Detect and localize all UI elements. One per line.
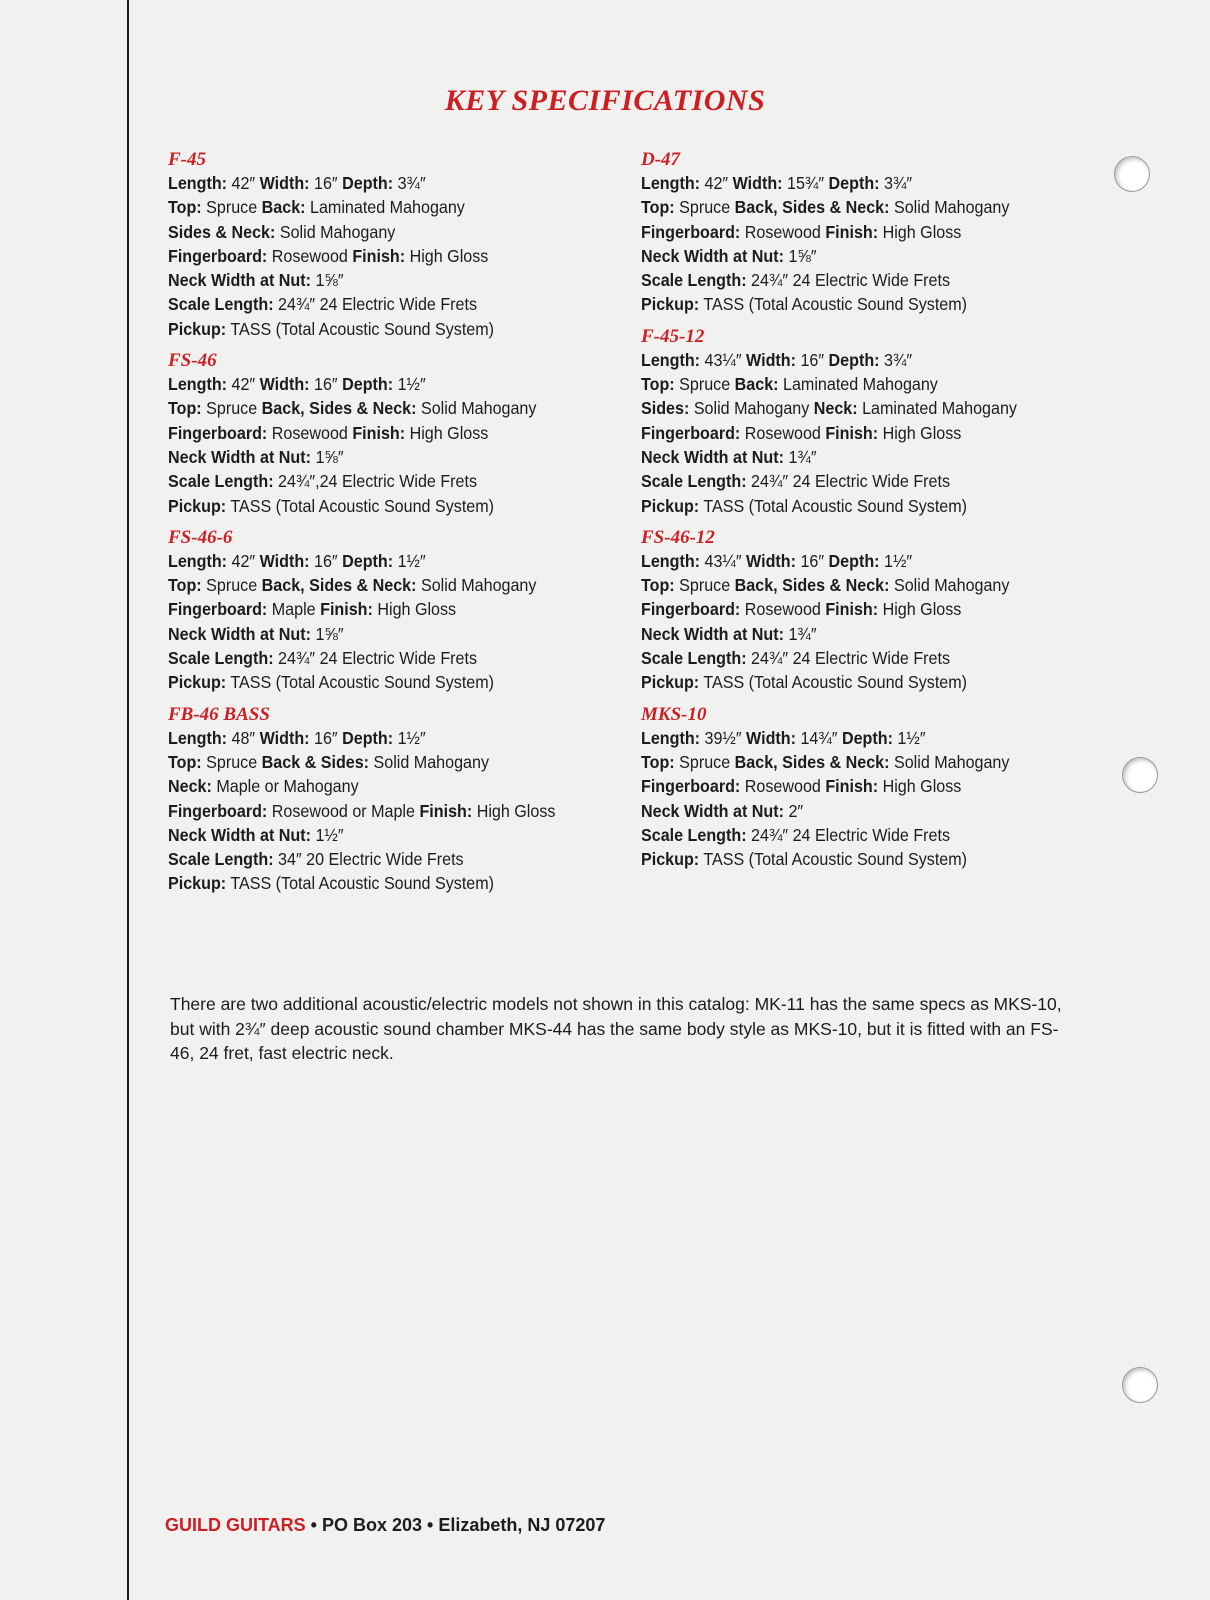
spec-line — [641, 847, 1073, 871]
spec-label: Back: — [261, 197, 306, 218]
spec-line — [168, 726, 600, 750]
spec-value: 24¾″ 24 Electric Wide Frets — [751, 471, 951, 492]
spec-value: Laminated Mahogany — [310, 197, 465, 218]
spec-label: Fingerboard: — [168, 422, 268, 443]
spec-label: Finish: — [419, 800, 473, 821]
spec-value: 16″ — [314, 374, 338, 395]
spec-label: Finish: — [825, 221, 879, 242]
spec-line — [641, 549, 1073, 573]
spec-line — [168, 750, 600, 774]
spec-value: 1⅝″ — [788, 245, 817, 266]
spec-label: Width: — [259, 374, 310, 395]
spec-value: TASS (Total Acoustic Sound System) — [230, 495, 495, 516]
spec-value: 1½″ — [884, 550, 913, 571]
model-name: FS-46-6 — [168, 526, 233, 548]
spec-label: Finish: — [352, 422, 406, 443]
spec-line — [168, 573, 600, 597]
spec-label: Scale Length: — [168, 471, 274, 492]
punch-hole-bottom — [1122, 1367, 1158, 1403]
spec-line — [641, 372, 1073, 396]
spec-value: 16″ — [800, 349, 825, 370]
spec-label: Scale Length: — [168, 648, 274, 669]
model-spec-block-fs-46-12 — [641, 526, 1111, 695]
spec-label: Neck: — [168, 776, 212, 797]
spec-label: Length: — [168, 173, 228, 193]
model-name: FS-46-12 — [641, 526, 715, 548]
spec-label: Top: — [641, 751, 675, 772]
spec-label: Finish: — [320, 599, 373, 620]
model-name: F-45-12 — [641, 325, 705, 347]
spec-line — [168, 421, 600, 445]
spec-value: 1½″ — [315, 824, 344, 845]
spec-line — [641, 750, 1073, 774]
spec-line — [641, 494, 1073, 518]
spec-line — [641, 573, 1073, 597]
spec-label: Width: — [259, 173, 310, 193]
spec-label: Width: — [746, 550, 796, 571]
spec-line — [168, 469, 600, 493]
model-spec-block-d-47 — [641, 148, 1111, 317]
spec-label: Pickup: — [168, 672, 227, 693]
spec-line — [168, 799, 600, 823]
spec-line — [641, 268, 1073, 292]
spec-label: Depth: — [342, 727, 394, 748]
spec-value: Spruce — [679, 751, 731, 772]
model-name: FS-46 — [168, 350, 217, 372]
spec-label: Scale Length: — [168, 849, 274, 870]
spec-label: Pickup: — [168, 873, 227, 894]
spec-value: TASS (Total Acoustic Sound System) — [703, 495, 968, 516]
spec-label: Back, Sides & Neck: — [734, 751, 890, 772]
spec-value: 1½″ — [397, 374, 426, 395]
spec-value: 1¾″ — [788, 623, 817, 644]
spec-label: Scale Length: — [641, 270, 747, 291]
margin-line — [127, 0, 129, 1600]
spec-label: Neck Width at Nut: — [168, 623, 311, 644]
footer — [165, 1515, 605, 1536]
spec-value: High Gloss — [882, 422, 962, 443]
spec-value: Solid Mahogany — [279, 221, 396, 242]
model-name: FB-46 BASS — [168, 703, 270, 725]
spec-label: Fingerboard: — [641, 422, 741, 443]
spec-label: Pickup: — [641, 294, 700, 315]
spec-label: Top: — [168, 751, 202, 772]
spec-value: 42″ — [231, 374, 256, 395]
spec-label: Neck Width at Nut: — [168, 824, 311, 845]
spec-label: Depth: — [342, 173, 394, 193]
spec-value: 34″ 20 Electric Wide Frets — [278, 849, 464, 870]
spec-label: Width: — [259, 727, 310, 748]
spec-label: Neck Width at Nut: — [641, 245, 784, 266]
spec-line — [168, 622, 600, 646]
spec-line — [641, 220, 1073, 244]
spec-line — [641, 597, 1073, 621]
spec-value: 1½″ — [397, 550, 426, 571]
spec-line — [168, 494, 600, 518]
punch-hole-top — [1114, 156, 1150, 192]
spec-label: Pickup: — [641, 672, 700, 693]
footer-brand: GUILD GUITARS — [165, 1515, 306, 1535]
spec-value: High Gloss — [409, 422, 489, 443]
spec-line — [168, 445, 600, 469]
spec-value: Spruce — [679, 374, 731, 395]
spec-line — [641, 799, 1073, 823]
spec-label: Scale Length: — [641, 648, 747, 669]
spec-value: 39½″ — [704, 727, 742, 748]
spec-label: Length: — [168, 550, 228, 571]
spec-label: Scale Length: — [641, 824, 747, 845]
footer-city: Elizabeth, NJ 07207 — [438, 1515, 606, 1535]
spec-value: Rosewood — [744, 776, 821, 797]
spec-label: Length: — [641, 349, 701, 370]
spec-label: Sides & Neck: — [168, 221, 276, 242]
spec-value: Solid Mahogany — [893, 575, 1010, 596]
footer-separator: • — [305, 1515, 322, 1535]
spec-value: 3¾″ — [884, 173, 913, 193]
spec-value: 24¾″ 24 Electric Wide Frets — [751, 270, 951, 291]
spec-label: Finish: — [352, 245, 406, 266]
spec-label: Finish: — [825, 599, 879, 620]
spec-label: Neck: — [813, 398, 858, 419]
model-spec-block-f-45 — [168, 148, 638, 341]
spec-value: High Gloss — [409, 245, 489, 266]
spec-value: Spruce — [679, 575, 731, 596]
spec-label: Top: — [641, 575, 675, 596]
spec-label: Length: — [168, 374, 228, 395]
spec-value: 1¾″ — [788, 446, 817, 467]
spec-value: Solid Mahogany — [893, 751, 1010, 772]
spec-value: 2″ — [788, 800, 804, 821]
spec-line — [641, 670, 1073, 694]
spec-label: Finish: — [825, 422, 879, 443]
model-spec-block-fs-46 — [168, 349, 638, 518]
spec-label: Top: — [168, 575, 202, 596]
footer-address: PO Box 203 — [321, 1515, 423, 1535]
spec-value: Spruce — [206, 398, 258, 419]
spec-value: 42″ — [231, 550, 256, 571]
spec-label: Back, Sides & Neck: — [734, 197, 890, 218]
spec-label: Depth: — [828, 173, 880, 193]
spec-value: 24¾″ 24 Electric Wide Frets — [751, 824, 951, 845]
model-name: F-45 — [168, 149, 206, 170]
spec-label: Depth: — [342, 374, 394, 395]
model-spec-block-fs-46-6 — [168, 526, 638, 695]
spec-value: 42″ — [704, 173, 729, 193]
spec-label: Depth: — [828, 349, 880, 370]
spec-value: TASS (Total Acoustic Sound System) — [703, 849, 968, 870]
spec-label: Neck Width at Nut: — [168, 270, 311, 291]
spec-label: Width: — [746, 349, 796, 370]
spec-value: Rosewood or Maple — [271, 800, 415, 821]
spec-value: 1⅝″ — [315, 446, 344, 467]
spec-value: Maple — [271, 599, 316, 620]
spec-label: Width: — [746, 727, 796, 748]
spec-label: Fingerboard: — [641, 776, 741, 797]
spec-label: Width: — [732, 173, 783, 193]
spec-line — [168, 372, 600, 396]
spec-label: Depth: — [841, 727, 893, 748]
spec-label: Fingerboard: — [168, 599, 268, 620]
spec-value: Solid Mahogany — [693, 398, 810, 419]
spec-label: Back: — [734, 374, 779, 395]
spec-line — [641, 469, 1073, 493]
spec-line — [641, 348, 1073, 372]
spec-line — [641, 646, 1073, 670]
spec-label: Fingerboard: — [168, 800, 268, 821]
spec-value: Laminated Mahogany — [783, 374, 938, 395]
spec-line — [641, 244, 1073, 268]
spec-line — [641, 396, 1073, 420]
spec-value: 43¼″ — [704, 349, 742, 370]
spec-label: Sides: — [641, 398, 690, 419]
spec-label: Neck Width at Nut: — [168, 446, 311, 467]
spec-label: Scale Length: — [168, 294, 274, 315]
spec-line — [168, 317, 600, 341]
spec-label: Pickup: — [641, 849, 700, 870]
spec-label: Back & Sides: — [261, 751, 370, 772]
spec-value: Rosewood — [744, 599, 821, 620]
spec-line — [168, 549, 600, 573]
spec-value: 16″ — [800, 550, 825, 571]
spec-label: Neck Width at Nut: — [641, 623, 784, 644]
spec-line — [168, 244, 600, 268]
spec-label: Fingerboard: — [641, 221, 741, 242]
spec-label: Neck Width at Nut: — [641, 800, 784, 821]
spec-label: Top: — [168, 197, 202, 218]
spec-value: TASS (Total Acoustic Sound System) — [230, 318, 495, 339]
spec-value: 3¾″ — [397, 173, 426, 193]
spec-value: Rosewood — [271, 422, 348, 443]
spec-label: Top: — [168, 398, 202, 419]
spec-line — [168, 396, 600, 420]
spec-value: 16″ — [314, 727, 338, 748]
spec-value: 24¾″ 24 Electric Wide Frets — [278, 648, 478, 669]
spec-line — [641, 445, 1073, 469]
spec-value: 1½″ — [897, 727, 926, 748]
spec-value: TASS (Total Acoustic Sound System) — [703, 672, 968, 693]
spec-label: Depth: — [342, 550, 394, 571]
spec-value: Solid Mahogany — [893, 197, 1010, 218]
spec-label: Neck Width at Nut: — [641, 446, 784, 467]
spec-value: High Gloss — [882, 776, 962, 797]
spec-label: Length: — [641, 727, 701, 748]
spec-value: Solid Mahogany — [420, 575, 537, 596]
spec-label: Top: — [641, 197, 675, 218]
spec-line — [168, 597, 600, 621]
spec-value: 43¼″ — [704, 550, 742, 571]
model-spec-block-f-45-12 — [641, 325, 1111, 518]
spec-value: 14¾″ — [800, 727, 838, 748]
spec-label: Back, Sides & Neck: — [734, 575, 890, 596]
spec-value: 48″ — [231, 727, 256, 748]
spec-value: 24¾″,24 Electric Wide Frets — [278, 471, 478, 492]
spec-value: Spruce — [206, 197, 258, 218]
model-spec-block-mks-10 — [641, 703, 1111, 872]
spec-label: Pickup: — [641, 495, 700, 516]
spec-line — [641, 622, 1073, 646]
spec-value: 1½″ — [397, 727, 426, 748]
spec-label: Finish: — [825, 776, 879, 797]
model-name: D-47 — [641, 149, 681, 170]
spec-line — [641, 292, 1073, 316]
spec-line — [641, 421, 1073, 445]
spec-value: 1⅝″ — [315, 623, 344, 644]
additional-models-note: There are two additional acoustic/electric models not shown in this catalog: MK-11 has the same specs as MKS-10, but with 2¾″ deep acoustic sound chamber MKS-44 has the same body style as MKS-10, but it is fitted with an FS-46, 24 fret, fast electric neck. — [170, 994, 1062, 1063]
spec-line — [168, 670, 600, 694]
spec-label: Length: — [641, 550, 701, 571]
spec-value: TASS (Total Acoustic Sound System) — [703, 294, 968, 315]
footer-separator: • — [422, 1515, 439, 1535]
spec-value: Spruce — [206, 575, 258, 596]
spec-value: 1⅝″ — [315, 270, 344, 291]
left-spec-column — [168, 148, 638, 904]
spec-line — [641, 774, 1073, 798]
spec-value: High Gloss — [476, 800, 556, 821]
spec-value: Spruce — [206, 751, 258, 772]
spec-label: Scale Length: — [641, 471, 747, 492]
punch-hole-middle — [1122, 757, 1158, 793]
spec-line — [641, 195, 1073, 219]
spec-label: Length: — [168, 727, 228, 748]
spec-value: TASS (Total Acoustic Sound System) — [230, 672, 495, 693]
spec-label: Width: — [259, 550, 310, 571]
spec-label: Depth: — [828, 550, 880, 571]
spec-label: Back, Sides & Neck: — [261, 575, 417, 596]
spec-label: Fingerboard: — [168, 245, 268, 266]
spec-label: Back, Sides & Neck: — [261, 398, 417, 419]
spec-value: TASS (Total Acoustic Sound System) — [230, 873, 495, 894]
spec-label: Pickup: — [168, 495, 227, 516]
spec-value: High Gloss — [882, 221, 962, 242]
spec-line — [168, 871, 600, 895]
spec-value: 3¾″ — [884, 349, 913, 370]
spec-line — [168, 847, 600, 871]
spec-label: Fingerboard: — [641, 599, 741, 620]
spec-label: Length: — [641, 173, 701, 193]
spec-value: 15¾″ — [787, 173, 825, 193]
spec-line — [168, 774, 600, 798]
spec-value: Solid Mahogany — [373, 751, 489, 772]
spec-line — [168, 823, 600, 847]
spec-value: 16″ — [314, 550, 338, 571]
spec-value: Rosewood — [744, 221, 821, 242]
spec-line — [168, 292, 600, 316]
spec-value: 24¾″ 24 Electric Wide Frets — [278, 294, 478, 315]
spec-value: 42″ — [231, 173, 256, 193]
spec-value: Spruce — [679, 197, 731, 218]
spec-value: Rosewood — [744, 422, 821, 443]
spec-value: High Gloss — [882, 599, 962, 620]
spec-value: Laminated Mahogany — [862, 398, 1017, 419]
model-spec-block-fb-46-bass — [168, 703, 638, 896]
spec-line — [168, 646, 600, 670]
spec-line — [168, 195, 600, 219]
spec-line — [168, 171, 600, 195]
spec-value: Solid Mahogany — [420, 398, 537, 419]
spec-label: Pickup: — [168, 318, 227, 339]
spec-value: 16″ — [314, 173, 338, 193]
spec-line — [168, 268, 600, 292]
spec-value: Rosewood — [271, 245, 348, 266]
right-spec-column — [641, 148, 1111, 879]
spec-line — [168, 220, 600, 244]
spec-value: 24¾″ 24 Electric Wide Frets — [751, 648, 951, 669]
spec-line — [641, 823, 1073, 847]
spec-line — [641, 726, 1073, 750]
model-name: MKS-10 — [641, 703, 707, 725]
spec-value: Maple or Mahogany — [216, 776, 359, 797]
page-title: KEY SPECIFICATIONS — [444, 84, 766, 117]
spec-label: Top: — [641, 374, 675, 395]
spec-line — [641, 171, 1073, 195]
spec-value: High Gloss — [377, 599, 457, 620]
